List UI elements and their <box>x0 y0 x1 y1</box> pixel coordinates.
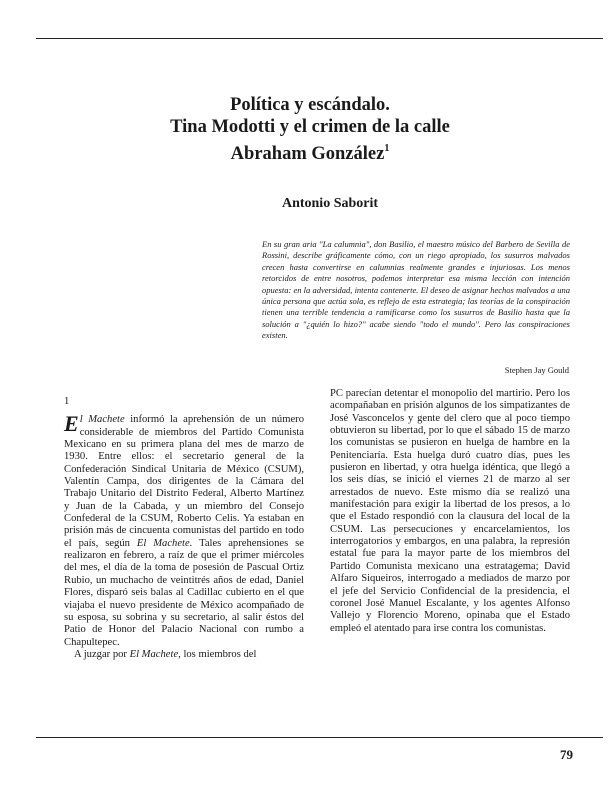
author-name: Antonio Saborit <box>281 196 379 211</box>
newspaper-name-3: El Machete, <box>129 648 181 660</box>
paragraph-2-start: A juzgar por <box>74 648 130 660</box>
bottom-rule <box>36 737 603 738</box>
right-column <box>330 388 570 635</box>
drop-cap: E <box>64 411 79 437</box>
paragraph-1-text-2: Tales aprehensiones se realizaron en febrero, a raíz de que el primer miércoles del mes, el día de la toma de posesión de Pascual Ortiz Rubio, un muchacho de veintitrés años de edad, Daniel Flores, disparó seis balas al Cadillac cubierto en el que viajaba el nuevo presidente de México acompañado de su esposa, su sobrina y su secretario, al salir éstos del Patio de Honor del Palacio Nacional con rumbo a Chapultepec. <box>64 537 304 648</box>
right-column-text: PC parecían detentar el monopolio del martirio. Pero los acompañaban en prisión algunos de los simpatizantes de José Vasconcelos y gente del clero que al poco tiempo obtuvieron su libertad, por lo que el sábado 15 de marzo los comunistas se pusieron en huelga de hambre en la Penitenciaría. Esta huelga duró cuatro días, pues les pusieron en libertad, y otra huelga idéntica, que llegó a los seis días, se inició el viernes 21 de marzo al ser arrestados de nuevo. Este mismo día se realizó una manifestación para exigir la libertad de los presos, a lo que el Estado respondió con la clausura del local de la CSUM. Las persecuciones y encarcelamientos, los interrogatorios y embargos, en una palabra, la represión estatal fue para la mayor parte de los miembros del Partido Comunista mexicano una estratagema; David Alfaro Siqueiros, interrogado a mediados de marzo por el jefe del Servicio Confidencial de la presidencia, el coronel José Manuel Escalante, y los agentes Alfonso Vallejo y Florencio Moreno, opinaba que el Estado empleó el atentado para irse contra los comunistas. <box>330 388 570 634</box>
top-rule <box>36 38 603 39</box>
epigraph-text: En su gran aria "La calumnia", don Basilio, el maestro músico del Barbero de Sevilla de Rossini, describe gráficamente cómo, con un riego apropiado, los susurros malvados crecen hasta convertirse en calumnias realmente grandes e injuriosas. Los menos retorcidos de entre nosotros, podemos interpretar esa misma lección con intención opuesta: en la adversidad, intenta contenerte. El deseo de asignar hechos malvados a una única persona que actúa sola, es reflejo de esta estrategia; las teorías de la conspiración tienen una terrible tendencia a ramificarse como los susurros de Basilio hasta que la solución a "¿quién lo hizo?" acabe siendo "todo el mundo". Pero las conspiraciones existen. <box>262 239 570 341</box>
paragraph-1-text: informó la aprehensión de un número considerable de miembros del Partido Comunista Mexicano en su primera plana del mes de marzo de 1930. Entre ellos: el secretario general de la Confederación Sindical Unitaria de México (CSUM), Valentín Campa, dos dirigentes de la Cámara del Trabajo Unitario del Distrito Federal, Alberto Martínez y Juan de la Cabada, y un miembro del Consejo Confederal de la CSUM, Roberto Celis. Ya estaban en prisión más de cincuenta comunistas del partido en todo el país, según <box>64 414 304 549</box>
paragraph-2-rest: los miembros del <box>180 648 257 660</box>
article-title <box>60 94 560 165</box>
title-line-1: Política y escándalo. <box>230 95 390 115</box>
title-line-3 <box>60 138 560 165</box>
left-column <box>64 388 304 661</box>
title-line-2: Tina Modotti y el crimen de la calle <box>170 117 450 137</box>
paragraph-2 <box>64 649 304 661</box>
section-number: 1 <box>64 396 70 407</box>
footnote-marker: 1 <box>384 143 390 154</box>
epigraph-attribution: Stephen Jay Gould <box>504 365 569 375</box>
newspaper-name: l Machete <box>79 414 125 426</box>
newspaper-name-2: El Machete. <box>136 537 193 549</box>
paragraph-1 <box>64 411 304 649</box>
title-line-3-text: Abraham González <box>230 144 385 164</box>
page-number: 79 <box>560 747 573 762</box>
